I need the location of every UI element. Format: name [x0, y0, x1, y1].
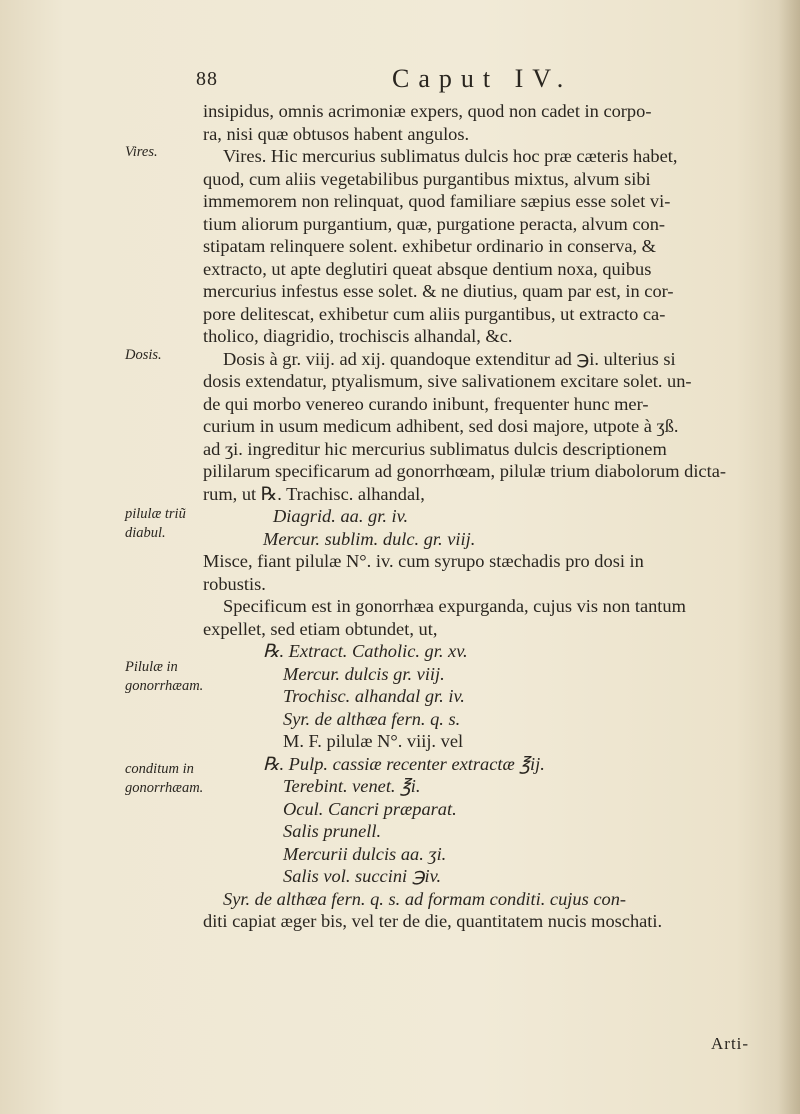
text-line: Dosis à gr. viij. ad xij. quandoque extenditur ad ℈i. ulterius si	[223, 348, 676, 369]
margin-note-dosis: Dosis.	[125, 347, 162, 363]
running-head: Caput IV.	[392, 64, 573, 93]
text-line: ra, nisi quæ obtusos habent angulos.	[203, 123, 470, 144]
margin-note-vires: Vires.	[125, 144, 158, 160]
text-line: pore delitescat, exhibetur cum aliis purgantibus, ut extracto ca-	[203, 303, 666, 324]
text-line: extracto, ut apte deglutiri queat absque dentium noxa, quibus	[203, 258, 652, 279]
margin-note-conditum: conditum in gonorrhæam.	[125, 761, 204, 796]
recipe-line: ℞. Pulp. cassiæ recenter extractæ ℥ij.	[263, 753, 545, 774]
text-line: Vires. Hic mercurius sublimatus dulcis hoc præ cæteris habet,	[223, 146, 678, 166]
text-line: Specificum est in gonorrhæa expurganda, cujus vis non tantum	[223, 596, 686, 616]
text-line: rum, ut ℞. Trachisc. alhandal,	[203, 483, 425, 504]
recipe-line: M. F. pilulæ N°. viij. vel	[283, 731, 464, 751]
recipe-line: Diagrid. aa. gr. iv.	[273, 506, 409, 526]
recipe-line: Mercurii dulcis aa. ʒi.	[283, 843, 447, 864]
text-line: Syr. de althæa fern. q. s. ad formam conditi. cujus con-	[223, 888, 627, 909]
body-text	[203, 100, 793, 933]
recipe-line: Terebint. venet. ℥i.	[283, 776, 421, 796]
recipe-line: Mercur. sublim. dulc. gr. viij.	[263, 528, 476, 549]
text-line: mercurius infestus esse solet. & ne diutius, quam par est, in cor-	[203, 281, 674, 301]
text-line: tholico, diagridio, trochiscis alhandal, &c.	[203, 326, 513, 346]
text-line: tium aliorum purgantium, quæ, purgatione peracta, alvum con-	[203, 213, 666, 234]
text-line: pililarum specificarum ad gonorrhœam, pilulæ trium diabolorum dicta-	[203, 461, 726, 481]
text-line: curium in usum medicum adhibent, sed dosi majore, utpote à ʒß.	[203, 416, 679, 436]
text-line: expellet, sed etiam obtundet, ut,	[203, 618, 438, 639]
text-line: dosis extendatur, ptyalismum, sive salivationem excitare solet. un-	[203, 371, 692, 391]
text-line: de qui morbo venereo curando inibunt, frequenter hunc mer-	[203, 393, 649, 414]
recipe-line: Salis vol. succini ℈iv.	[283, 866, 442, 886]
text-line: insipidus, omnis acrimoniæ expers, quod non cadet in corpo-	[203, 101, 652, 121]
recipe-line: Mercur. dulcis gr. viij.	[283, 663, 445, 684]
recipe-line: Syr. de althæa fern. q. s.	[283, 708, 461, 729]
text-line: immemorem non relinquat, quod familiare sæpius esse solet vi-	[203, 191, 671, 211]
recipe-line: Ocul. Cancri præparat.	[283, 798, 457, 819]
text-line: diti capiat æger bis, vel ter de die, quantitatem nucis moschati.	[203, 911, 663, 931]
page-number: 88	[196, 68, 218, 90]
text-line: Misce, fiant pilulæ N°. iv. cum syrupo stæchadis pro dosi in	[203, 551, 644, 571]
text-line: quod, cum aliis vegetabilibus purgantibus mixtus, alvum sibi	[203, 168, 651, 189]
recipe-line: ℞. Extract. Catholic. gr. xv.	[263, 641, 468, 661]
page-header	[0, 64, 800, 96]
text-line: stipatam relinquere solent. exhibetur ordinario in conserva, &	[203, 236, 656, 256]
text-line: robustis.	[203, 573, 266, 594]
margin-note-pilulae-trium: pilulæ triũ diabul.	[125, 506, 186, 541]
recipe-line: Trochisc. alhandal gr. iv.	[283, 686, 465, 706]
margin-note-pilulae-gonorrhaeam: Pilulæ in gonorrhæam.	[125, 659, 204, 694]
text-line: ad ʒi. ingreditur hic mercurius sublimatus dulcis descriptionem	[203, 438, 667, 459]
catchword: Arti-	[711, 1034, 750, 1053]
recipe-line: Salis prunell.	[283, 821, 382, 841]
